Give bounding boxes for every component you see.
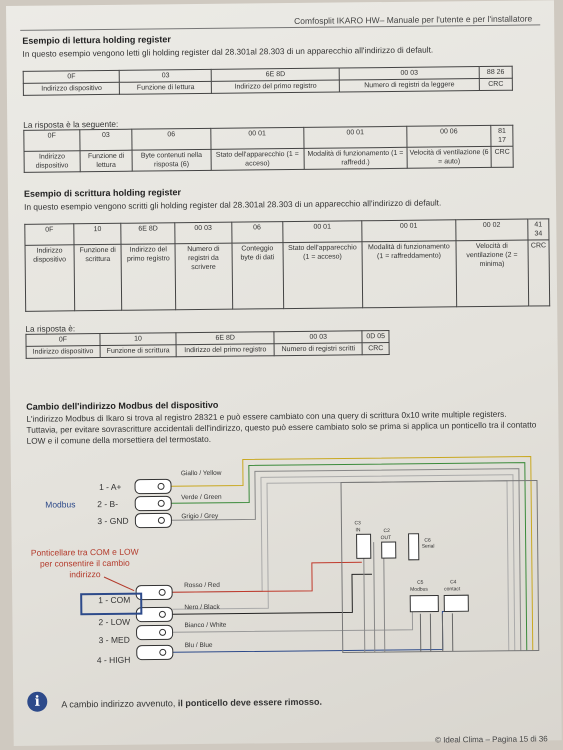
table-cell: Velocità di ventilazione (2 = minima)	[456, 240, 529, 307]
table-cell: 00 01	[304, 126, 407, 148]
table-cell: Indirizzo del primo registro	[212, 80, 340, 93]
connector-c4	[444, 595, 468, 611]
table-cell: 0F	[26, 334, 100, 347]
note-bold-text: il ponticello deve essere rimosso.	[177, 696, 322, 709]
table-cell: 00 03	[339, 67, 479, 80]
info-icon: i	[27, 692, 47, 712]
wire-label-blue: Blu / Blue	[184, 641, 213, 650]
terminal-block-top	[135, 479, 172, 527]
board-label-in: IN	[355, 527, 361, 534]
page-footer: © Ideal Clima – Pagina 15 di 36	[435, 734, 548, 745]
write-example-intro: In questo esempio vengono scritti gli holding register dal 28.301al 28.303 di un apparecchio all'indirizzo di default.	[24, 197, 442, 212]
connector-c2	[382, 542, 396, 558]
table-cell: 6E 8D	[211, 68, 339, 81]
table-cell: Numero di registri da leggere	[339, 79, 479, 92]
board-label-c5-modbus: Modbus	[410, 586, 428, 593]
table-cell: Indirizzo dispositivo	[26, 346, 100, 359]
modbus-label: Modbus	[45, 499, 76, 510]
page-header: Comfosplit IKARO HW– Manuale per l'utente e per l'installatore	[294, 13, 533, 26]
table-cell: CRC	[528, 240, 550, 306]
table-cell: Funzione di scrittura	[100, 345, 177, 358]
table-cell: Modalità di funzionamento (1 = raffredd.)	[304, 147, 407, 169]
table-cell: 03	[80, 129, 133, 151]
table-cell: 0F	[25, 224, 74, 246]
table-cell: 0D 05	[362, 331, 389, 343]
table-cell: 88 26	[479, 66, 512, 78]
manual-page	[6, 0, 562, 746]
table-cell: Indirizzo del primo registro	[176, 344, 274, 357]
terminal-label-high: 4 - HIGH	[96, 654, 131, 666]
connector-c3	[357, 534, 371, 558]
table-cell: Conteggio byte di dati	[232, 243, 284, 310]
table-cell: Indirizzo del primo registro	[121, 244, 175, 311]
wire-label-grey: Grigio / Grey	[181, 512, 219, 521]
table-cell: 6E 8D	[121, 223, 175, 245]
table-cell: Funzione di scrittura	[74, 244, 122, 310]
terminal-label-b: 2 - B-	[97, 498, 119, 510]
table-cell: CRC	[491, 146, 513, 167]
table-cell: Funzione di lettura	[120, 81, 212, 94]
table-cell: 81 17	[491, 125, 513, 146]
board-outline	[341, 480, 539, 652]
table-cell: Indirizzo dispositivo	[23, 82, 120, 95]
table-cell: Numero di registri da scrivere	[175, 243, 232, 310]
table-cell: Stato dell'apparecchio (1 = acceso)	[283, 242, 363, 309]
board-label-c4-contact: contact	[444, 586, 461, 593]
terminal-label-a: 1 - A+	[98, 481, 122, 493]
table-cell: 10	[100, 333, 177, 346]
table-cell: 0F	[24, 130, 80, 152]
table-cell: Numero di registri scritti	[274, 343, 362, 356]
modbus-lines	[420, 613, 452, 651]
modbus-section-title: Cambio dell'indirizzo Modbus del dispositivo	[26, 399, 219, 412]
board-label-c3: C3	[354, 520, 361, 527]
read-example-intro: In questo esempio vengono letti gli holding register dal 28.301al 28.303 di un apparecchio all'indirizzo di default.	[22, 44, 434, 59]
modbus-section-text: L'indirizzo Modbus di Ikaro si trova al registro 28321 e può essere cambiato con una query di scrittura 0x10 write multiple registers. Tuttavia, per evitare sovrascritture accidentali dell'indirizzo, questo può essere cambiato solo se prima si applica un ponticello tra il contatto LOW e il comune della morsettiera del termostato.	[26, 408, 537, 446]
table-cell: 6E 8D	[176, 332, 274, 345]
write-example-title: Esempio di scrittura holding register	[23, 187, 182, 199]
wire-label-white: Bianco / White	[184, 621, 227, 630]
write-response-caption: La risposta è:	[25, 323, 76, 334]
table-cell: 10	[74, 223, 122, 244]
table-cell: 06	[132, 128, 211, 150]
board-label-c5: C5	[417, 579, 424, 586]
table-cell: 00 03	[175, 222, 232, 244]
wire-label-yellow: Giallo / Yellow	[180, 469, 222, 478]
read-example-title: Esempio di lettura holding register	[22, 34, 171, 46]
table-cell: Modalità di funzionamento (1 = raffreddamento)	[362, 241, 457, 308]
note-text: A cambio indirizzo avvenuto,	[61, 698, 178, 710]
terminal-label-com: 1 - COM	[98, 594, 131, 606]
table-cell: 00 02	[456, 219, 528, 241]
bridge-note: Ponticellare tra COM e LOW per consentire il cambio indirizzo	[30, 546, 139, 580]
table-cell: 03	[120, 69, 212, 82]
table-cell: CRC	[362, 343, 389, 355]
table-cell: Indirizzo dispositivo	[25, 245, 75, 312]
wire-label-green: Verde / Green	[181, 493, 222, 502]
table-cell: Byte contenuti nella risposta (6)	[132, 149, 211, 171]
board-label-c2: C2	[383, 528, 390, 535]
table-cell: 00 01	[210, 127, 304, 149]
wire-label-red: Rosso / Red	[184, 581, 220, 590]
table-cell: 00 01	[283, 221, 362, 243]
board-label-out: OUT	[380, 534, 392, 542]
table-cell: Velocità di ventilazione (6 = auto)	[407, 146, 492, 168]
connector-c5	[410, 596, 438, 612]
table-cell: Indirizzo dispositivo	[24, 151, 80, 173]
table-cell: 0F	[23, 70, 120, 83]
connector-c6	[409, 534, 419, 560]
table-cell: 00 06	[406, 125, 491, 147]
read-response-caption: La risposta è la seguente:	[23, 118, 119, 130]
terminal-label-med: 3 - MED	[98, 634, 130, 646]
terminal-label-low: 2 - LOW	[98, 616, 131, 628]
table-cell: 06	[231, 222, 282, 244]
table-cell: 00 03	[274, 331, 362, 344]
table-cell: CRC	[479, 78, 512, 90]
table-cell: 00 01	[362, 220, 456, 242]
board-label-c6: C6 Serial	[421, 537, 435, 550]
table-cell: Funzione di lettura	[80, 150, 133, 172]
wire-label-black: Nero / Black	[184, 603, 220, 612]
table-cell: 41 34	[528, 219, 549, 240]
wiring-diagram	[6, 0, 562, 746]
terminal-label-gnd: 3 - GND	[97, 515, 129, 527]
board-label-c4: C4	[450, 579, 457, 586]
table-cell: Stato dell'apparecchio (1 = acceso)	[211, 148, 305, 170]
